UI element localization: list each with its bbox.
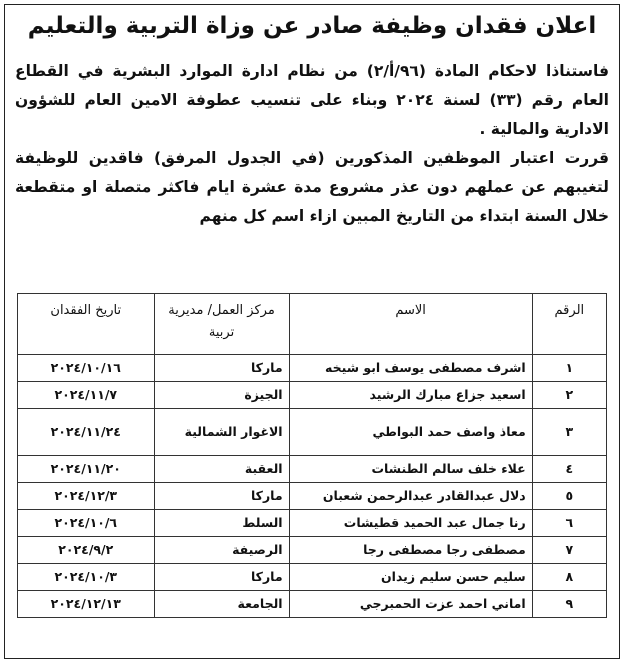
notice-paragraph-1: فاستناذا لاحكام المادة (٩٦/أ/٢) من نظام ادارة الموارد البشرية في القطاع العام رقم (٣٣) لسنة ٢٠٢٤ وبناء على تنسيب عطوفة الامين العام للشؤون الادارية والمالية . xyxy=(15,62,609,138)
table-row xyxy=(18,537,607,564)
row-name: معاذ واصف حمد البواطي xyxy=(289,409,532,456)
table-row xyxy=(18,483,607,510)
header-name: الاسم xyxy=(289,294,532,355)
row-loss-date: ٢٠٢٤/١١/٢٠ xyxy=(18,456,155,483)
row-loss-date: ٢٠٢٤/١٠/٣ xyxy=(18,564,155,591)
row-loss-date: ٢٠٢٤/٩/٢ xyxy=(18,537,155,564)
row-work-center: الجيزة xyxy=(154,382,289,409)
row-number: ٥ xyxy=(532,483,606,510)
row-name: اشرف مصطفى يوسف ابو شيخه xyxy=(289,355,532,382)
table-row xyxy=(18,591,607,618)
row-number: ٣ xyxy=(532,409,606,456)
row-loss-date: ٢٠٢٤/١٠/١٦ xyxy=(18,355,155,382)
row-loss-date: ٢٠٢٤/١٢/١٣ xyxy=(18,591,155,618)
row-work-center: العقبة xyxy=(154,456,289,483)
row-loss-date: ٢٠٢٤/١١/٧ xyxy=(18,382,155,409)
header-number: الرقم xyxy=(532,294,606,355)
row-work-center: الرصيفة xyxy=(154,537,289,564)
notice-paragraph-2: قررت اعتبار الموظفين المذكورين (في الجدول المرفق) فاقدين للوظيفة لتغيبهم عن عملهم دون عذر مشروع مدة عشرة ايام فاكثر متصلة او متقطعة خلال السنة ابتداء من التاريخ المبين ازاء اسم كل منهم xyxy=(15,149,609,225)
row-number: ١ xyxy=(532,355,606,382)
row-name: اسعيد جزاع مبارك الرشيد xyxy=(289,382,532,409)
row-number: ٧ xyxy=(532,537,606,564)
row-loss-date: ٢٠٢٤/١٢/٣ xyxy=(18,483,155,510)
table-row xyxy=(18,456,607,483)
row-work-center: السلط xyxy=(154,510,289,537)
row-name: علاء خلف سالم الطنشات xyxy=(289,456,532,483)
table-header-row xyxy=(18,294,607,355)
notice-frame xyxy=(4,4,620,659)
row-number: ٢ xyxy=(532,382,606,409)
notice-title: اعلان فقدان وظيفة صادر عن وزاة التربية والتعليم xyxy=(27,13,597,39)
row-number: ٩ xyxy=(532,591,606,618)
table-row xyxy=(18,355,607,382)
row-number: ٨ xyxy=(532,564,606,591)
row-loss-date: ٢٠٢٤/١٠/٦ xyxy=(18,510,155,537)
header-work-center: مركز العمل/ مديرية تربية xyxy=(154,294,289,355)
table-row xyxy=(18,564,607,591)
row-loss-date: ٢٠٢٤/١١/٢٤ xyxy=(18,409,155,456)
employees-table xyxy=(17,293,607,618)
row-number: ٦ xyxy=(532,510,606,537)
row-work-center: ماركا xyxy=(154,564,289,591)
row-work-center: الجامعة xyxy=(154,591,289,618)
header-loss-date: تاريخ الفقدان xyxy=(18,294,155,355)
row-work-center: ماركا xyxy=(154,483,289,510)
row-name: سليم حسن سليم زيدان xyxy=(289,564,532,591)
row-number: ٤ xyxy=(532,456,606,483)
notice-body xyxy=(15,57,609,231)
row-name: دلال عبدالقادر عبدالرحمن شعبان xyxy=(289,483,532,510)
table-row xyxy=(18,510,607,537)
row-work-center: ماركا xyxy=(154,355,289,382)
row-name: رنا جمال عبد الحميد قطيشات xyxy=(289,510,532,537)
row-name: مصطفى رجا مصطفى رجا xyxy=(289,537,532,564)
row-work-center: الاغوار الشمالية xyxy=(154,409,289,456)
table-row xyxy=(18,409,607,456)
row-name: اماني احمد عزت الحمبرجي xyxy=(289,591,532,618)
table-row xyxy=(18,382,607,409)
